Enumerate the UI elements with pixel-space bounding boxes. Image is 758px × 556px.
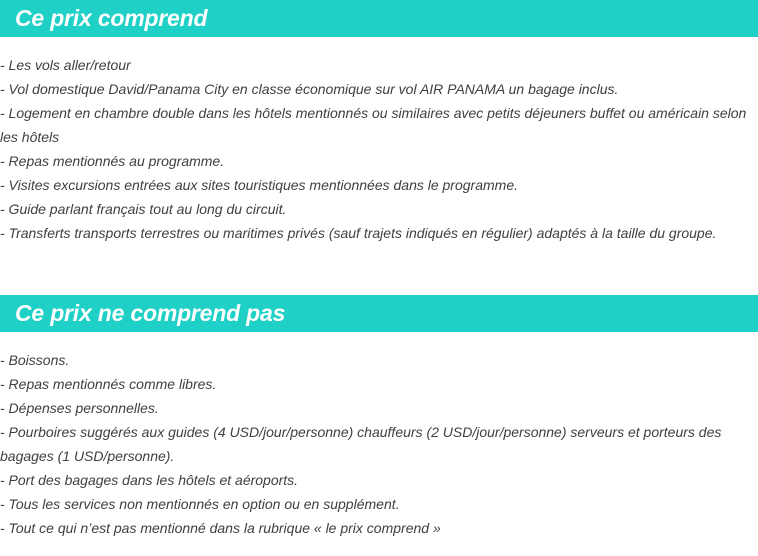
- excluded-section-header: [0, 295, 758, 332]
- excluded-item: - Tous les services non mentionnés en option ou en supplément.: [0, 496, 400, 512]
- included-item: - Vol domestique David/Panama City en classe économique sur vol AIR PANAMA un bagage inclus.: [0, 81, 619, 97]
- included-section-title: Ce prix comprend: [15, 5, 208, 31]
- included-items-list: [0, 53, 755, 245]
- included-item: - Transferts transports terrestres ou maritimes privés (sauf trajets indiqués en régulier) adaptés à la taille du groupe.: [0, 225, 717, 241]
- included-item: - Guide parlant français tout au long du circuit.: [0, 201, 287, 217]
- excluded-item: - Tout ce qui n’est pas mentionné dans la rubrique « le prix comprend »: [0, 520, 441, 536]
- included-item: - Repas mentionnés au programme.: [0, 153, 225, 169]
- excluded-item: - Pourboires suggérés aux guides (4 USD/jour/personne) chauffeurs (2 USD/jour/personne) serveurs et porteurs des bagages (1 USD/personne).: [0, 424, 722, 464]
- excluded-item: - Dépenses personnelles.: [0, 400, 159, 416]
- excluded-item: - Boissons.: [0, 352, 70, 368]
- excluded-section-title: Ce prix ne comprend pas: [15, 300, 286, 326]
- included-item: - Visites excursions entrées aux sites touristiques mentionnées dans le programme.: [0, 177, 518, 193]
- excluded-item: - Port des bagages dans les hôtels et aéroports.: [0, 472, 299, 488]
- excluded-item: - Repas mentionnés comme libres.: [0, 376, 217, 392]
- included-section-header: [0, 0, 758, 37]
- excluded-items-list: [0, 348, 755, 540]
- included-item: - Les vols aller/retour: [0, 57, 131, 73]
- included-item: - Logement en chambre double dans les hôtels mentionnés ou similaires avec petits déjeuners buffet ou américain selon les hôtels: [0, 105, 747, 145]
